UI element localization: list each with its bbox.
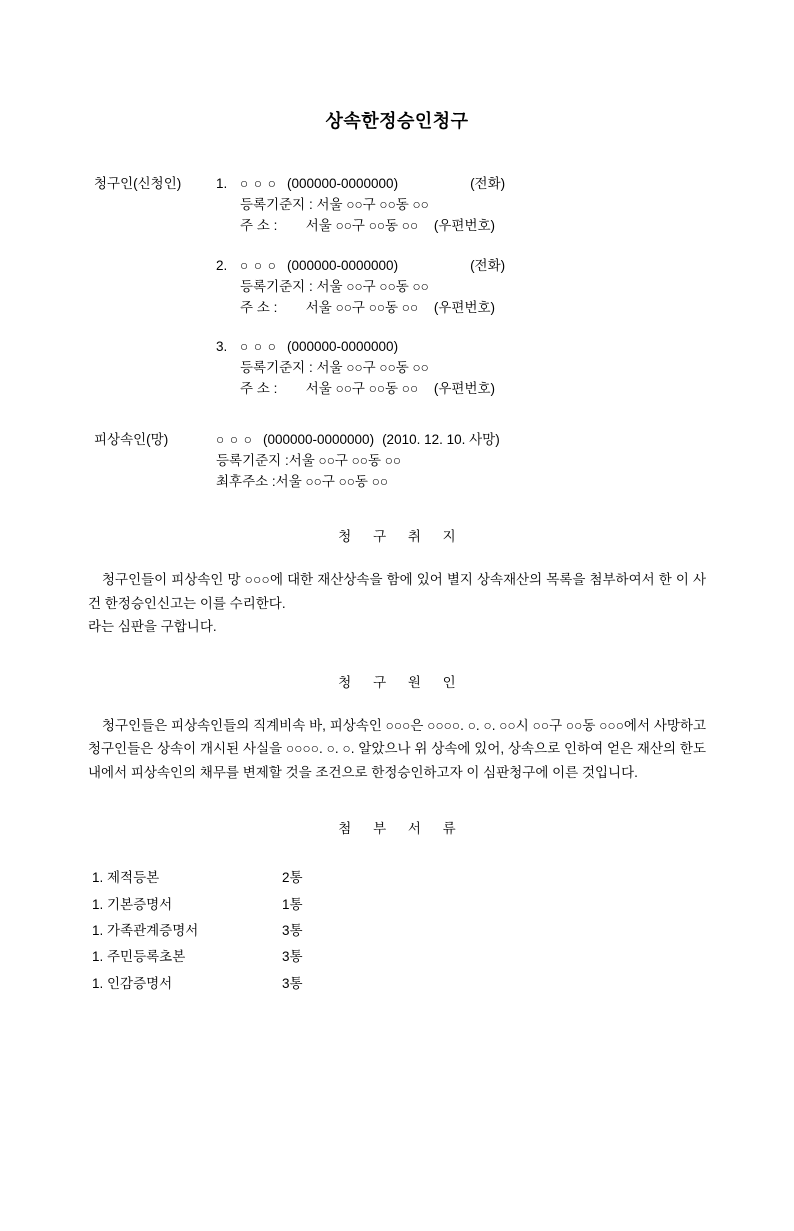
address-value: 서울 ○○구 ○○동 ○○ [305, 381, 419, 397]
petitioner-name: ○ ○ ○ [240, 339, 277, 355]
page-title: 상속한정승인청구 [325, 111, 469, 131]
petitioner-phone: (전화) [470, 175, 506, 191]
deceased-head [94, 430, 794, 451]
cause-body: 청구인들은 피상속인들의 직계비속 바, 피상속인 ○○○은 ○○○○. ○. ○. ○○시 ○○구 ○○동 ○○○에서 사망하고 청구인들은 상속이 개시된 사실을 ○○○○. ○. ○. 알았으나 위 상속에 있어, 상속으로 인하여 얻은 재산의 한도내에서 피상속인의 채무를 변제할 것을 조건으로 한정승인하고자 이 심판청구에 이른 것입니다. [88, 717, 706, 780]
last-address-label: 최후주소 : [216, 474, 276, 490]
attachment-count: 2통 [282, 870, 303, 886]
zipcode-placeholder: (우편번호) [433, 381, 496, 397]
petitioner-registry-line [216, 358, 794, 379]
petitioner-rrn: (000000-0000000) [286, 339, 399, 355]
petitioners-row [94, 174, 794, 400]
attachment-name: 1. 기본증명서 [92, 896, 173, 912]
attachment-count: 3통 [282, 923, 303, 939]
attachment-count: 3통 [282, 975, 303, 991]
attachment-name: 1. 인감증명서 [92, 975, 173, 991]
registry-label: 등록기준지 : [240, 278, 313, 294]
registry-value: 서울 ○○구 ○○동 ○○ [316, 196, 429, 212]
deceased-last-address-line [216, 472, 794, 493]
petitioner-registry-line [216, 277, 794, 298]
deceased-death-date: (2010. 12. 10. 사망) [382, 432, 500, 448]
cause-heading: 청 구 원 인 [338, 674, 465, 690]
attachments-list [0, 865, 794, 997]
petitioner-number: 1. [216, 175, 228, 191]
address-value: 서울 ○○구 ○○동 ○○ [305, 217, 419, 233]
petitioners-block [0, 174, 794, 400]
attachment-name: 1. 제적등본 [92, 870, 160, 886]
attachment-count: 1통 [282, 896, 303, 912]
petitioner-address-line [216, 379, 794, 400]
list-item [92, 971, 794, 997]
deceased-block [0, 430, 794, 493]
address-value: 서울 ○○구 ○○동 ○○ [305, 299, 419, 315]
petitioner-rrn: (000000-0000000) [286, 257, 399, 273]
registry-value: 서울 ○○구 ○○동 ○○ [288, 453, 402, 469]
registry-label: 등록기준지 : [240, 360, 313, 376]
registry-label: 등록기준지 : [216, 453, 289, 469]
petitioner-head [216, 174, 794, 195]
list-item [216, 256, 794, 319]
deceased-detail-lines [94, 451, 794, 493]
petitioner-name: ○ ○ ○ [240, 257, 277, 273]
address-label: 주 소 : [240, 381, 278, 397]
list-item [216, 337, 794, 400]
petitioner-number: 2. [216, 257, 228, 273]
list-item [216, 174, 794, 237]
petitioner-rrn: (000000-0000000) [286, 175, 399, 191]
zipcode-placeholder: (우편번호) [433, 299, 496, 315]
petitioner-head [216, 256, 794, 277]
registry-value: 서울 ○○구 ○○동 ○○ [316, 278, 429, 294]
address-label: 주 소 : [240, 217, 278, 233]
petitioner-phone: (전화) [470, 257, 506, 273]
list-item [92, 892, 794, 918]
attachment-count: 3통 [282, 949, 303, 965]
petitioners-list [216, 174, 794, 400]
deceased-name: ○ ○ ○ [216, 432, 253, 448]
list-item [92, 865, 794, 891]
petitioner-address-line [216, 216, 794, 237]
deceased-label: 피상속인(망) [94, 432, 169, 448]
purport-closing: 라는 심판을 구합니다. [88, 619, 217, 635]
petitioner-number: 3. [216, 339, 228, 355]
deceased-rrn: (000000-0000000) [262, 432, 375, 448]
purport-body: 청구인들이 피상속인 망 ○○○에 대한 재산상속을 함에 있어 별지 상속재산의 목록을 첨부하여서 한 이 사건 한정승인신고는 이를 수리한다. [88, 571, 706, 611]
attachment-name: 1. 주민등록초본 [92, 949, 186, 965]
petitioner-head [216, 337, 794, 358]
last-address-value: 서울 ○○구 ○○동 ○○ [275, 474, 389, 490]
zipcode-placeholder: (우편번호) [433, 217, 496, 233]
document-page [0, 108, 794, 1231]
attachments-heading: 첨 부 서 류 [338, 820, 465, 836]
registry-value: 서울 ○○구 ○○동 ○○ [316, 360, 429, 376]
petitioner-address-line [216, 298, 794, 319]
attachment-name: 1. 가족관계증명서 [92, 923, 199, 939]
registry-label: 등록기준지 : [240, 196, 313, 212]
purport-heading: 청 구 취 지 [338, 528, 465, 544]
deceased-registry-line [216, 451, 794, 472]
petitioner-name: ○ ○ ○ [240, 175, 277, 191]
list-item [92, 944, 794, 970]
petitioners-label: 청구인(신청인) [94, 175, 182, 191]
list-item [92, 918, 794, 944]
address-label: 주 소 : [240, 299, 278, 315]
petitioner-registry-line [216, 195, 794, 216]
